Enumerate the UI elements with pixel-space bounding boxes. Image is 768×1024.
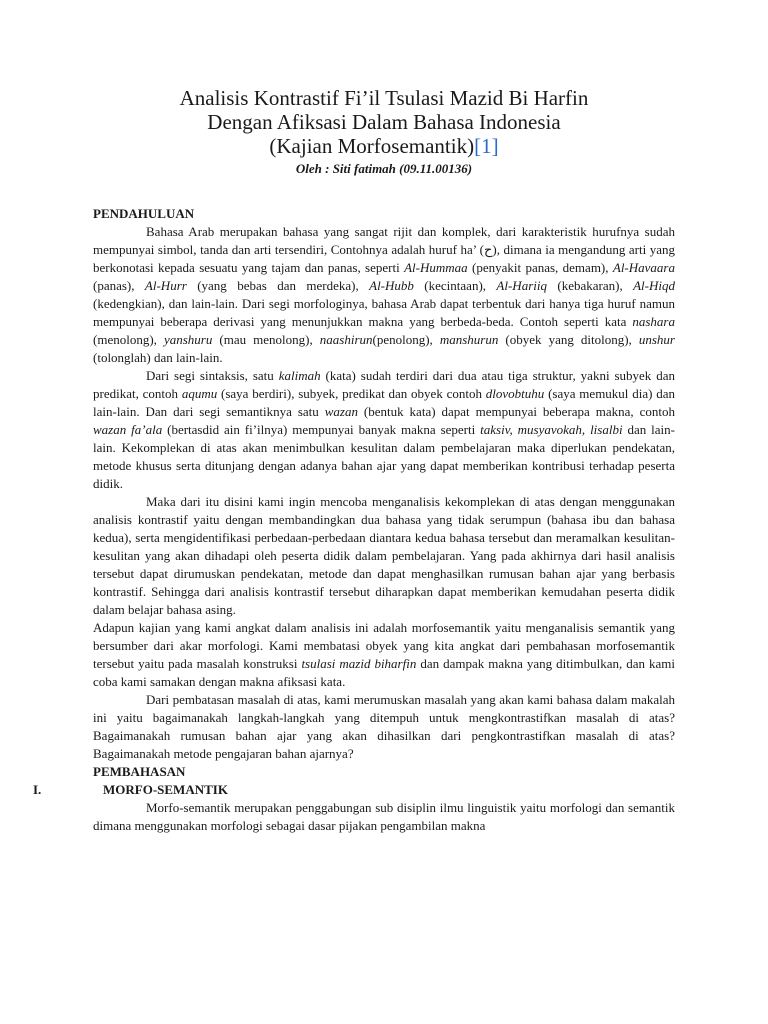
p4-text: Adapun kajian yang kami angkat dalam analisis ini adalah morfosemantik yaitu menganalisis semantik yang bersumber dari akar morfologi. Kami membatasi obyek yang kita angkat dari pembahasan morfosemantik tersebut yaitu pada masalah konstruksi bbox=[93, 620, 675, 671]
p1-text: (kecintaan), bbox=[413, 278, 497, 293]
p1-text: (kedengkian), dan lain-lain. Dari segi morfologinya, bahasa Arab dapat terbentuk dari hanya tiga huruf namun mempunyai beberapa derivasi yang menunjukkan makna yang berbeda-beda. Contoh seperti kata bbox=[93, 296, 675, 329]
term: wazan fa’ala bbox=[93, 422, 163, 437]
p1-text: (menolong), bbox=[93, 332, 164, 347]
term: Al-Hariiq bbox=[496, 278, 547, 293]
term: dlovobtuhu bbox=[485, 386, 545, 401]
title-line-3 bbox=[0, 134, 768, 158]
p1-text: (kebakaran), bbox=[546, 278, 634, 293]
p1-text: Bahasa Arab merupakan bahasa yang sangat rijit dan komplek, dari karakteristik hurufnya sudah mempunyai simbol, tanda dan arti tersendiri, Contohnya adalah huruf ha’ (ح), dimana ia mengandung arti yang berkonotasi kepada sesuatu yang tajam dan panas, seperti bbox=[93, 224, 675, 275]
p1-text: (yang bebas dan merdeka), bbox=[186, 278, 370, 293]
term: Al-Havaara bbox=[612, 260, 675, 275]
heading-pembahasan: PEMBAHASAN bbox=[93, 764, 186, 779]
p2-text: (saya berdiri), subyek, predikat dan obyek contoh bbox=[217, 386, 486, 401]
term: nashara bbox=[632, 314, 675, 329]
p2-text: (saya memukul dia) dan lain-lain. Dan dari segi semantiknya satu bbox=[93, 386, 675, 419]
author-line: Oleh : Siti fatimah (09.11.00136) bbox=[295, 161, 473, 176]
p1-text: (penolong), bbox=[372, 332, 440, 347]
paragraph-3: Maka dari itu disini kami ingin mencoba menganalisis kekomplekan di atas dengan menggunakan analisis kontrastif yaitu dengan membandingkan dua bahasa yang tidak serumpun (bahasa ibu dan bahasa kedua), serta mengidentifikasi perbedaan-perbedaan diantara kedua bahasa tersebut dan meramalkan kesulitan-kesulitan yang akan dihadapi oleh peserta didik dalam pembelajaran. Yang pada akhirnya dari hasil analisis tersebut dapat dirumuskan pendekatan, metode dan dapat menghasilkan rumusan bahan ajar yang berbasis kontrastif. Sehingga dari analisis kontrastif tersebut diharapkan dapat memberikan kemudahan peserta didik dalam belajar bahasa asing. bbox=[93, 494, 675, 617]
p2-text: (bertasdid ain fi’ilnya) mempunyai banyak makna seperti bbox=[162, 422, 481, 437]
title-line-1: Analisis Kontrastif Fi’il Tsulasi Mazid Bi Harfin bbox=[179, 86, 589, 110]
paragraph-4 bbox=[93, 619, 675, 691]
title-line-2: Dengan Afiksasi Dalam Bahasa Indonesia bbox=[207, 110, 561, 134]
term: Al-Hummaa bbox=[404, 260, 468, 275]
p2-text: (kata) sudah terdiri dari dua atau tiga struktur, yakni subyek dan predikat, contoh bbox=[93, 368, 676, 401]
p2-text: (bentuk kata) dapat mempunyai beberapa makna, contoh bbox=[357, 404, 675, 419]
term: aqumu bbox=[181, 386, 218, 401]
document-body bbox=[33, 205, 676, 835]
term: unshur bbox=[638, 332, 675, 347]
term: yanshuru bbox=[163, 332, 213, 347]
term: tsulasi mazid biharfin bbox=[301, 656, 417, 671]
paragraph-2 bbox=[93, 367, 675, 493]
title-block bbox=[0, 86, 768, 177]
heading-pendahuluan: PENDAHULUAN bbox=[93, 206, 195, 221]
footnote-link[interactable]: [1] bbox=[474, 134, 499, 158]
paragraph-6: Morfo-semantik merupakan penggabungan sub disiplin ilmu linguistik yaitu morfologi dan semantik dimana menggunakan morfologi sebagai dasar pijakan pengambilan makna bbox=[93, 800, 675, 833]
term: manshurun bbox=[439, 332, 499, 347]
p4-text: dan dampak makna yang ditimbulkan, dan kami coba kami samakan dengan makna afiksasi kata. bbox=[93, 656, 675, 689]
p1-text: (mau menolong), bbox=[212, 332, 320, 347]
p1-text: (penyakit panas, demam), bbox=[467, 260, 613, 275]
term: kalimah bbox=[278, 368, 321, 383]
paragraph-1 bbox=[93, 223, 675, 367]
term: taksiv, musyavokah, lisalbi bbox=[480, 422, 623, 437]
p2-text: Dari segi sintaksis, satu bbox=[146, 368, 279, 383]
term: Al-Hurr bbox=[144, 278, 187, 293]
p1-text: (panas), bbox=[93, 278, 145, 293]
p1-text: (obyek yang ditolong), bbox=[498, 332, 639, 347]
paragraph-5: Dari pembatasan masalah di atas, kami merumuskan masalah yang akan kami bahasa dalam makalah ini yaitu bagaimanakah langkah-langkah yang ditempuh untuk mengkontrastifkan masalah di atas? Bagaimanakah rumusan bahan ajar yang akan dihasilkan dari pengkontrastifkan masalah di atas? Bagaimanakah metode pengajaran bahan ajarnya? bbox=[93, 692, 675, 761]
title-line-3-text: (Kajian Morfosemantik) bbox=[269, 134, 475, 158]
section-label: MORFO-SEMANTIK bbox=[103, 782, 228, 797]
term: Al-Hubb bbox=[369, 278, 414, 293]
term: naashirun bbox=[319, 332, 373, 347]
term: Al-Hiqd bbox=[633, 278, 675, 293]
term: wazan bbox=[324, 404, 358, 419]
section-heading: I. MORFO-SEMANTIK bbox=[33, 782, 228, 797]
p1-text: (tolonglah) dan lain-lain. bbox=[93, 350, 223, 365]
p2-text: dan lain-lain. Kekomplekan di atas akan menimbulkan kesulitan dalam pembelajaran maka diperlukan pendekatan, metode khusus serta ditunjang dengan adanya bahan ajar yang dapat memberikan kontribusi terhadap peserta didik. bbox=[93, 422, 675, 491]
